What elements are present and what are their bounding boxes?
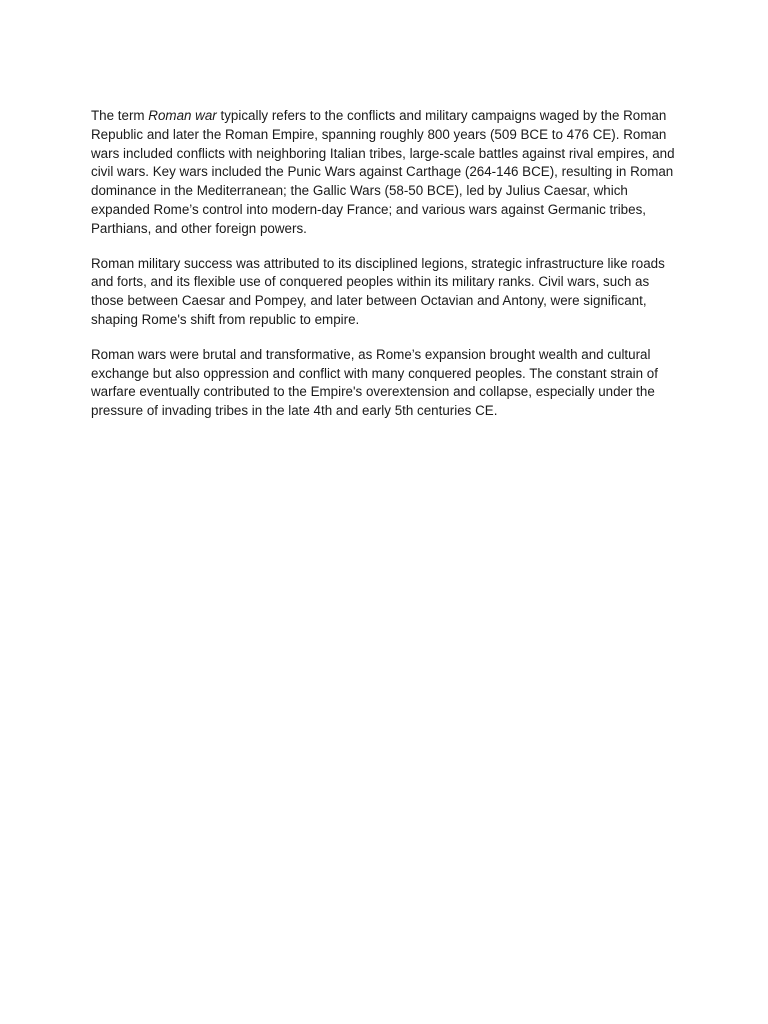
paragraph-3-text: Roman wars were brutal and transformative, as Rome’s expansion brought wealth and cultural exchange but also oppression and conflict with many conquered peoples. The constant strain of warfare eventually contributed to the Empire's overextension and collapse, especially under the pressure of invading tribes in the late 4th and early 5th centuries CE. <box>91 346 658 419</box>
paragraph-3 <box>91 346 681 421</box>
paragraph-2-text: Roman military success was attributed to its disciplined legions, strategic infrastructure like roads and forts, and its flexible use of conquered peoples within its military ranks. Civil wars, such as those between Caesar and Pompey, and later between Octavian and Antony, were significant, shaping Rome's shift from republic to empire. <box>91 255 665 327</box>
paragraph-2 <box>91 255 681 330</box>
paragraph-1-text: typically refers to the conflicts and military campaigns waged by the Roman Republic and later the Roman Empire, spanning roughly 800 years (509 BCE to 476 CE). Roman wars included conflicts with neighboring Italian tribes, large-scale battles against rival empires, and civil wars. Key wars included the Punic Wars against Carthage (264-146 BCE), resulting in Roman dominance in the Mediterranean; the Gallic Wars (58-50 BCE), led by Julius Caesar, which expanded Rome’s control into modern-day France; and various wars against Germanic tribes, Parthians, and other foreign powers. <box>91 108 675 236</box>
paragraph-1 <box>91 107 681 239</box>
document-body <box>91 107 681 437</box>
paragraph-1-prefix: The term <box>91 108 149 123</box>
paragraph-1-emphasis: Roman war <box>148 108 217 123</box>
